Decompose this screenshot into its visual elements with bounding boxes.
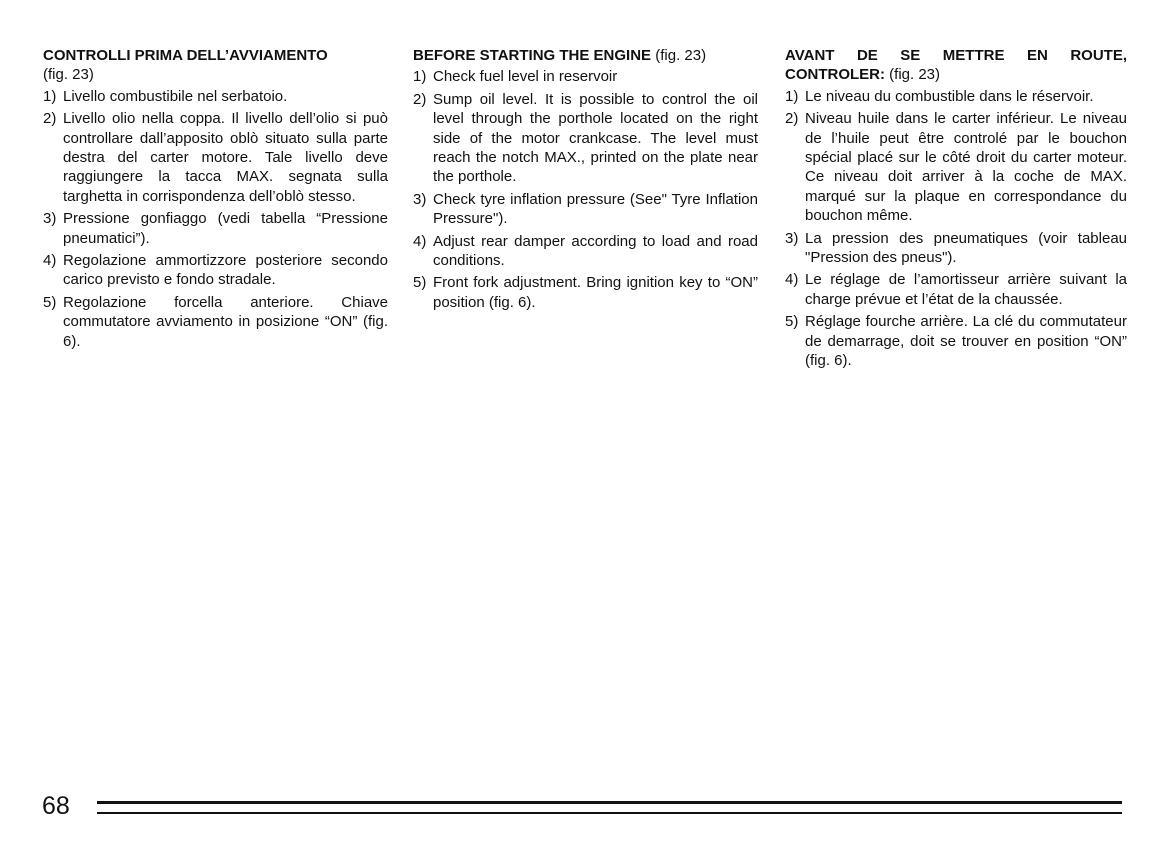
item-text: Le réglage de l’amortisseur arrière suivant la charge prévue et l’état de la chaussée. (805, 271, 1127, 308)
item-number: 2) (43, 110, 57, 128)
italian-heading-title: CONTROLLI PRIMA DELL’AVVIAMENTO (43, 47, 328, 64)
item-number: 4) (785, 271, 799, 289)
item-number: 5) (43, 293, 57, 311)
list-item (785, 270, 1127, 309)
item-text: Check tyre inflation pressure (See" Tyre Inflation Pressure"). (433, 190, 758, 228)
item-number: 1) (43, 87, 57, 105)
list-item (413, 273, 758, 312)
list-item (785, 109, 1127, 225)
footer-rule-bottom (97, 812, 1122, 814)
english-steps-list (413, 67, 758, 312)
french-steps-list (785, 87, 1127, 371)
list-item (413, 190, 758, 229)
french-column (785, 46, 1127, 374)
item-text: Niveau huile dans le carter inférieur. Le niveau de l’huile peut être controlé par le bouchon spécial placé sur le côté droit du carter moteur. Ce niveau doit arriver à la coche de MAX. marqué sur la plaque en correspondance du bouchon même. (805, 110, 1127, 225)
item-number: 4) (43, 252, 57, 270)
page-number: 68 (42, 792, 70, 820)
list-item (43, 293, 388, 351)
english-column (413, 46, 758, 315)
list-item (785, 312, 1127, 370)
item-number: 4) (413, 232, 427, 250)
italian-steps-list (43, 87, 388, 351)
list-item (413, 232, 758, 271)
item-text: Livello olio nella coppa. Il livello dell’olio si può controllare dall’apposito oblò situato sulla parte destra del carter motore. Tale livello deve raggiungere la tacca MAX. segnata sulla targhetta in corrispondenza dell’oblò stesso. (63, 110, 388, 205)
item-text: Le niveau du combustible dans le réservoir. (805, 87, 1094, 105)
english-heading-title: BEFORE STARTING THE ENGINE (413, 47, 652, 64)
italian-heading (43, 46, 388, 85)
english-heading (413, 46, 758, 65)
item-number: 1) (413, 68, 427, 86)
item-text: Regolazione forcella anteriore. Chiave commutatore avviamento in posizione “ON” (fig. 6). (63, 293, 388, 350)
italian-heading-figure-ref: (fig. 23) (43, 66, 94, 84)
item-number: 2) (785, 110, 799, 128)
item-number: 3) (413, 190, 427, 208)
item-text: Pressione gonfiaggo (vedi tabella “Pressione pneumatici”). (63, 210, 388, 247)
french-heading-title: AVANT DE SE METTRE EN ROUTE, CONTROLER: (785, 47, 1127, 84)
item-text: Adjust rear damper according to load and road conditions. (433, 232, 758, 270)
english-heading-figure-ref: (fig. 23) (655, 47, 707, 64)
item-text: Front fork adjustment. Bring ignition key to “ON” position (fig. 6). (433, 274, 758, 311)
footer-rule-top (97, 801, 1122, 804)
list-item (43, 251, 388, 290)
list-item (43, 209, 388, 248)
list-item (785, 229, 1127, 268)
list-item (43, 109, 388, 206)
item-text: Check fuel level in reservoir (433, 68, 618, 86)
item-text: Livello combustibile nel serbatoio. (63, 87, 288, 105)
list-item (43, 87, 388, 106)
french-heading (785, 46, 1127, 85)
italian-column (43, 46, 388, 354)
item-number: 3) (785, 229, 799, 247)
french-heading-figure-ref: (fig. 23) (889, 66, 941, 84)
list-item (413, 90, 758, 187)
item-text: La pression des pneumatiques (voir tableau "Pression des pneus"). (805, 229, 1127, 267)
item-text: Sump oil level. It is possible to control the oil level through the porthole located on the right side of the motor crankcase. The level must reach the notch MAX., printed on the plate near the porthole. (433, 90, 758, 186)
item-number: 2) (413, 90, 427, 108)
item-text: Regolazione ammortizzore posteriore secondo carico previsto e fondo stradale. (63, 252, 388, 289)
item-text: Réglage fourche arrière. La clé du commutateur de demarrage, doit se trouver en position “ON” (fig. 6). (805, 313, 1127, 370)
item-number: 5) (785, 313, 799, 331)
list-item (413, 67, 758, 86)
item-number: 1) (785, 87, 799, 105)
item-number: 5) (413, 274, 427, 292)
list-item (785, 87, 1127, 106)
item-number: 3) (43, 210, 57, 228)
